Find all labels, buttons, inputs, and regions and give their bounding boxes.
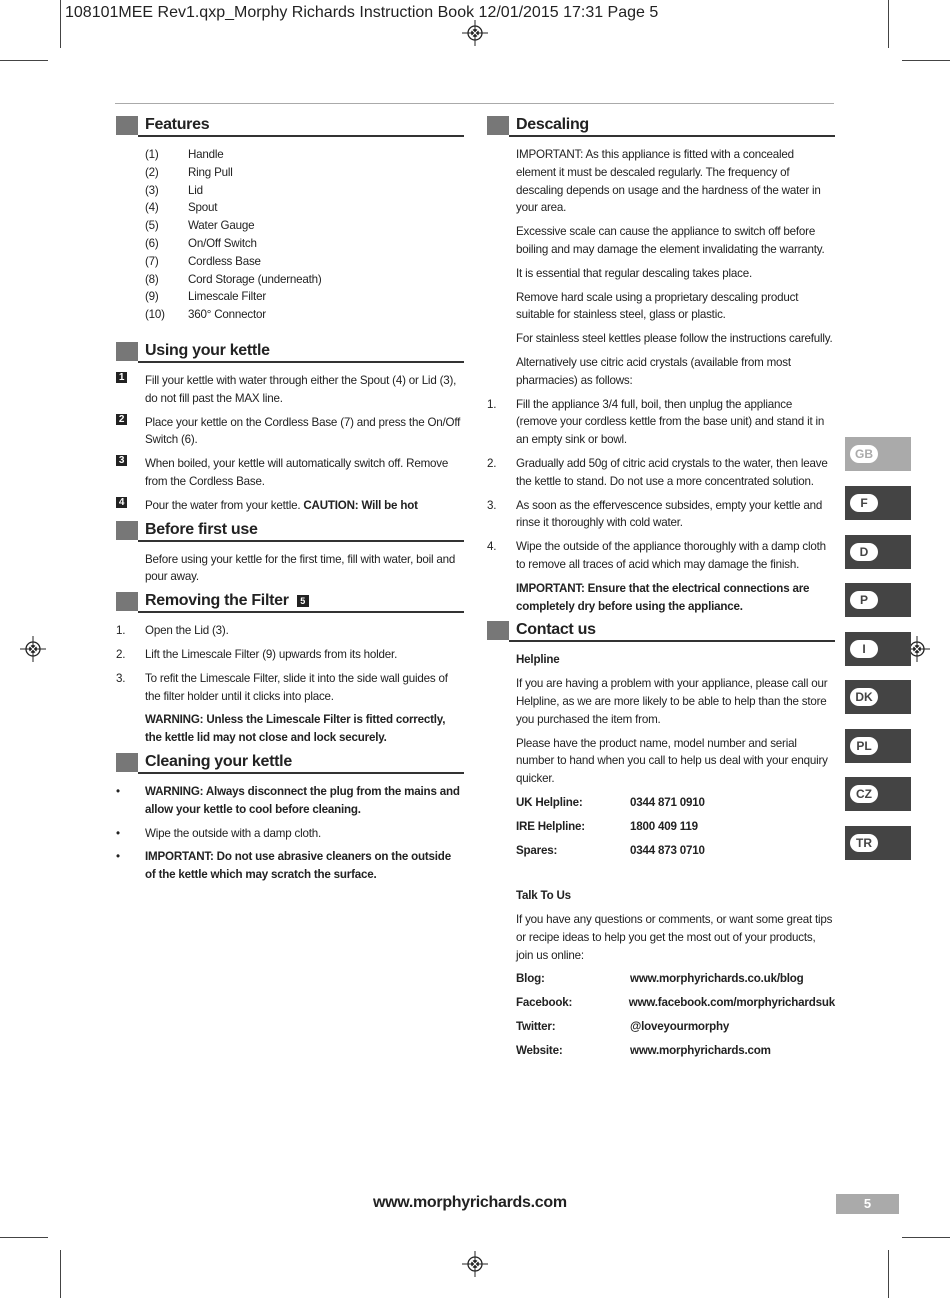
- language-tab-p[interactable]: [845, 583, 911, 617]
- feature-row: [145, 182, 464, 200]
- descaling-paragraph: It is essential that regular descaling takes place.: [516, 266, 752, 280]
- step-item: [116, 825, 464, 843]
- descaling-steps: [487, 396, 835, 574]
- language-code: TR: [850, 834, 878, 852]
- link-row-value[interactable]: www.morphyrichards.co.uk/blog: [630, 972, 804, 986]
- step-text: When boiled, your kettle will automatically switch off. Remove from the Cordless Base.: [145, 457, 449, 488]
- feature-row: [145, 217, 464, 235]
- feature-number: (1): [145, 148, 159, 161]
- feature-row: [145, 271, 464, 289]
- feature-row: [145, 164, 464, 182]
- language-tab-i[interactable]: [845, 632, 911, 666]
- section-title: Cleaning your kettle: [145, 752, 292, 770]
- step-item: [116, 848, 464, 884]
- step-number: •: [116, 826, 120, 840]
- before-text: Before using your kettle for the first time, fill with water, boil and pour away.: [145, 552, 456, 584]
- feature-number: (8): [145, 272, 159, 286]
- cleaning-heading: [116, 753, 464, 775]
- registration-mark-icon: [462, 20, 488, 46]
- feature-label: Lid: [188, 183, 203, 197]
- section-marker: [116, 592, 138, 611]
- top-rule: [115, 103, 834, 104]
- feature-label: 360° Connector: [188, 308, 266, 322]
- talk-heading: Talk To Us: [516, 889, 571, 903]
- feature-number: (6): [145, 236, 159, 250]
- descaling-paragraph: Remove hard scale using a proprietary descaling product suitable for stainless steel, glass or plastic.: [516, 290, 799, 322]
- step-item: [487, 396, 835, 449]
- registration-mark-icon: [462, 1251, 488, 1277]
- step-item: [116, 646, 464, 664]
- section-underline: [509, 640, 835, 642]
- step-number: 3.: [487, 498, 497, 512]
- link-row-label: Facebook:: [516, 996, 573, 1010]
- features-heading: [116, 116, 464, 138]
- section-title: Using your kettle: [145, 341, 270, 359]
- section-marker: [116, 116, 138, 135]
- step-text: Gradually add 50g of citric acid crystals to the water, then leave the kettle to stand. Do not use a more concentrated solution.: [516, 456, 828, 488]
- step-text: Wipe the outside of the appliance thoroughly with a damp cloth to remove all traces of acid which may damage the finish.: [516, 540, 826, 571]
- language-tab-pl[interactable]: [845, 729, 911, 763]
- step-item: [116, 414, 464, 450]
- feature-number: (9): [145, 290, 159, 304]
- filter-steps: [116, 622, 464, 705]
- registration-mark-icon: [20, 636, 46, 662]
- helpline-paras: [487, 675, 835, 788]
- step-text: Open the Lid (3).: [145, 624, 229, 638]
- section-title: Descaling: [516, 116, 589, 133]
- language-code: P: [850, 591, 878, 609]
- section-underline: [509, 135, 835, 137]
- descaling-paragraph: Excessive scale can cause the appliance to switch off before boiling and may damage the element invalidating the warranty.: [516, 225, 825, 256]
- phone-row-label: UK Helpline:: [516, 795, 583, 809]
- feature-label: Cord Storage (underneath): [188, 272, 322, 286]
- descaling-important: IMPORTANT: Ensure that the electrical connections are completely dry before using the appliance.: [516, 581, 810, 613]
- using-heading: [116, 342, 464, 364]
- left-column: [116, 116, 464, 890]
- language-code: CZ: [850, 785, 878, 803]
- step-text: To refit the Limescale Filter, slide it into the side wall guides of the filter holder until it clicks into place.: [145, 671, 448, 703]
- feature-row: [145, 306, 464, 324]
- section-marker: [487, 621, 509, 640]
- section-underline: [138, 135, 464, 137]
- crop-mark: [60, 0, 61, 48]
- link-row-label: Twitter:: [516, 1020, 556, 1034]
- section-underline: [138, 611, 464, 613]
- step-item: [116, 670, 464, 706]
- language-code: GB: [850, 445, 878, 463]
- step-caution: CAUTION: Will be hot: [303, 498, 418, 512]
- phone-row: [516, 794, 835, 812]
- section-marker: [487, 116, 509, 135]
- phone-row-label: Spares:: [516, 843, 558, 857]
- step-item: [487, 538, 835, 574]
- right-column: [487, 116, 835, 1066]
- step-text: Fill the appliance 3/4 full, boil, then unplug the appliance (remove your cordless kettle from the base unit) and stand it in an empty sink or bowl.: [516, 397, 825, 447]
- step-number: 1.: [487, 397, 497, 411]
- phone-row-label: IRE Helpline:: [516, 819, 585, 833]
- feature-row: [145, 235, 464, 253]
- step-text: Lift the Limescale Filter (9) upwards from its holder.: [145, 647, 398, 661]
- feature-row: [145, 199, 464, 217]
- section-marker: [116, 521, 138, 540]
- language-code: F: [850, 494, 878, 512]
- section-underline: [138, 772, 464, 774]
- step-item: [116, 372, 464, 408]
- phone-row-value: 1800 409 119: [630, 819, 698, 833]
- link-row-value[interactable]: @loveyourmorphy: [630, 1020, 730, 1034]
- phone-row: [516, 818, 835, 836]
- link-list: [487, 970, 835, 1059]
- step-number-badge: 3: [116, 455, 127, 466]
- page-number: 5: [836, 1194, 899, 1214]
- feature-label: On/Off Switch: [188, 236, 257, 250]
- step-item: [487, 455, 835, 491]
- language-code: D: [850, 543, 878, 561]
- language-tab-f[interactable]: [845, 486, 911, 520]
- language-tab-dk[interactable]: [845, 680, 911, 714]
- crop-mark: [902, 1237, 950, 1238]
- features-list: [145, 146, 464, 324]
- descaling-heading: [487, 116, 835, 138]
- step-text: Wipe the outside with a damp cloth.: [145, 826, 322, 840]
- descaling-paragraph: For stainless steel kettles please follow the instructions carefully.: [516, 332, 833, 346]
- step-number-badge: 2: [116, 414, 127, 425]
- crop-mark: [888, 0, 889, 48]
- feature-label: Limescale Filter: [188, 290, 266, 304]
- step-number: 3.: [116, 671, 126, 685]
- crop-mark: [0, 60, 48, 61]
- section-title-text: Removing the Filter: [145, 592, 289, 610]
- link-row-value[interactable]: www.morphyrichards.com: [630, 1043, 771, 1057]
- link-row-value[interactable]: www.facebook.com/morphyrichardsuk: [628, 996, 835, 1010]
- language-tab-d[interactable]: [845, 535, 911, 569]
- step-number: 2.: [116, 647, 126, 661]
- feature-row: [145, 253, 464, 271]
- language-code: DK: [850, 688, 878, 706]
- helpline-paragraph: If you are having a problem with your appliance, please call our Helpline, as we are more likely to be able to help than the store you purchased the item from.: [516, 677, 828, 726]
- link-row-label: Website:: [516, 1043, 563, 1057]
- section-marker: [116, 342, 138, 361]
- feature-label: Water Gauge: [188, 219, 255, 233]
- section-title: Features: [145, 116, 210, 133]
- step-number-badge: 4: [116, 497, 127, 508]
- step-text: Place your kettle on the Cordless Base (7) and press the On/Off Switch (6).: [145, 415, 461, 447]
- descaling-paragraph: Alternatively use citric acid crystals (available from most pharmacies) as follows:: [516, 355, 791, 387]
- step-number-badge: 1: [116, 372, 127, 383]
- step-item: [116, 455, 464, 491]
- phone-list: [487, 794, 835, 859]
- section-underline: [138, 540, 464, 542]
- feature-label: Handle: [188, 148, 224, 161]
- step-number: 1.: [116, 624, 126, 638]
- link-row: [516, 970, 835, 988]
- section-title: Contact us: [516, 621, 596, 639]
- phone-row-value: 0344 873 0710: [630, 843, 705, 857]
- step-item: [116, 622, 464, 640]
- footer-url: www.morphyrichards.com: [373, 1194, 567, 1211]
- crop-mark: [60, 1250, 61, 1298]
- filter-heading: [116, 592, 464, 614]
- link-row: [516, 1042, 835, 1060]
- crop-mark: [888, 1250, 889, 1298]
- link-row: [516, 994, 835, 1012]
- language-code: I: [850, 640, 878, 658]
- descaling-paras: [487, 146, 835, 390]
- crop-mark: [902, 60, 950, 61]
- step-item: [116, 497, 464, 515]
- figure-ref-badge: 5: [297, 595, 309, 607]
- helpline-paragraph: Please have the product name, model number and serial number to hand when you call to help us deal with your enquiry quicker.: [516, 736, 828, 786]
- helpline-heading: Helpline: [516, 653, 560, 667]
- cleaning-bullets: [116, 783, 464, 884]
- language-tab-gb[interactable]: [845, 437, 911, 471]
- step-number: •: [116, 850, 120, 864]
- filter-warning: WARNING: Unless the Limescale Filter is fitted correctly, the kettle lid may not close and lock securely.: [145, 713, 446, 745]
- step-number: •: [116, 784, 120, 798]
- step-item: [116, 783, 464, 819]
- link-row-label: Blog:: [516, 972, 545, 986]
- feature-number: (7): [145, 254, 159, 268]
- feature-row: [145, 288, 464, 306]
- step-number: 2.: [487, 456, 497, 470]
- feature-label: Ring Pull: [188, 165, 233, 179]
- language-tab-tr[interactable]: [845, 826, 911, 860]
- feature-row: [145, 146, 464, 164]
- step-text: WARNING: Always disconnect the plug from the mains and allow your kettle to cool before cleaning.: [145, 784, 460, 816]
- section-title: Before first use: [145, 520, 258, 538]
- step-number: 4.: [487, 540, 497, 554]
- step-item: [487, 497, 835, 533]
- feature-label: Cordless Base: [188, 254, 261, 268]
- step-text: IMPORTANT: Do not use abrasive cleaners on the outside of the kettle which may scratch the surface.: [145, 850, 451, 882]
- phone-row-value: 0344 871 0910: [630, 795, 705, 809]
- feature-number: (5): [145, 219, 159, 233]
- crop-mark: [0, 1237, 48, 1238]
- talk-text: If you have any questions or comments, or want some great tips or recipe ideas to help you get the most out of your products, join us online:: [516, 913, 833, 962]
- feature-label: Spout: [188, 201, 218, 215]
- step-text: Fill your kettle with water through either the Spout (4) or Lid (3), do not fill past the MAX line.: [145, 373, 457, 405]
- section-title: [145, 592, 309, 610]
- section-marker: [116, 753, 138, 772]
- before-heading: [116, 521, 464, 543]
- phone-row: [516, 842, 835, 860]
- feature-number: (4): [145, 201, 159, 215]
- feature-number: (2): [145, 165, 159, 179]
- step-text: As soon as the effervescence subsides, empty your kettle and rinse it thoroughly with cold water.: [516, 498, 823, 530]
- print-slug: 108101MEE Rev1.qxp_Morphy Richards Instruction Book 12/01/2015 17:31 Page 5: [65, 4, 659, 21]
- language-code: PL: [850, 737, 878, 755]
- step-text: Pour the water from your kettle.: [145, 498, 304, 512]
- using-steps: [116, 372, 464, 515]
- section-underline: [138, 361, 464, 363]
- language-tab-cz[interactable]: [845, 777, 911, 811]
- descaling-paragraph: IMPORTANT: As this appliance is fitted with a concealed element it must be descaled regularly. The frequency of descaling depends on usage and the hardness of the water in your area.: [516, 148, 821, 215]
- feature-number: (10): [145, 308, 165, 322]
- contact-heading: [487, 621, 835, 643]
- feature-number: (3): [145, 183, 159, 197]
- link-row: [516, 1018, 835, 1036]
